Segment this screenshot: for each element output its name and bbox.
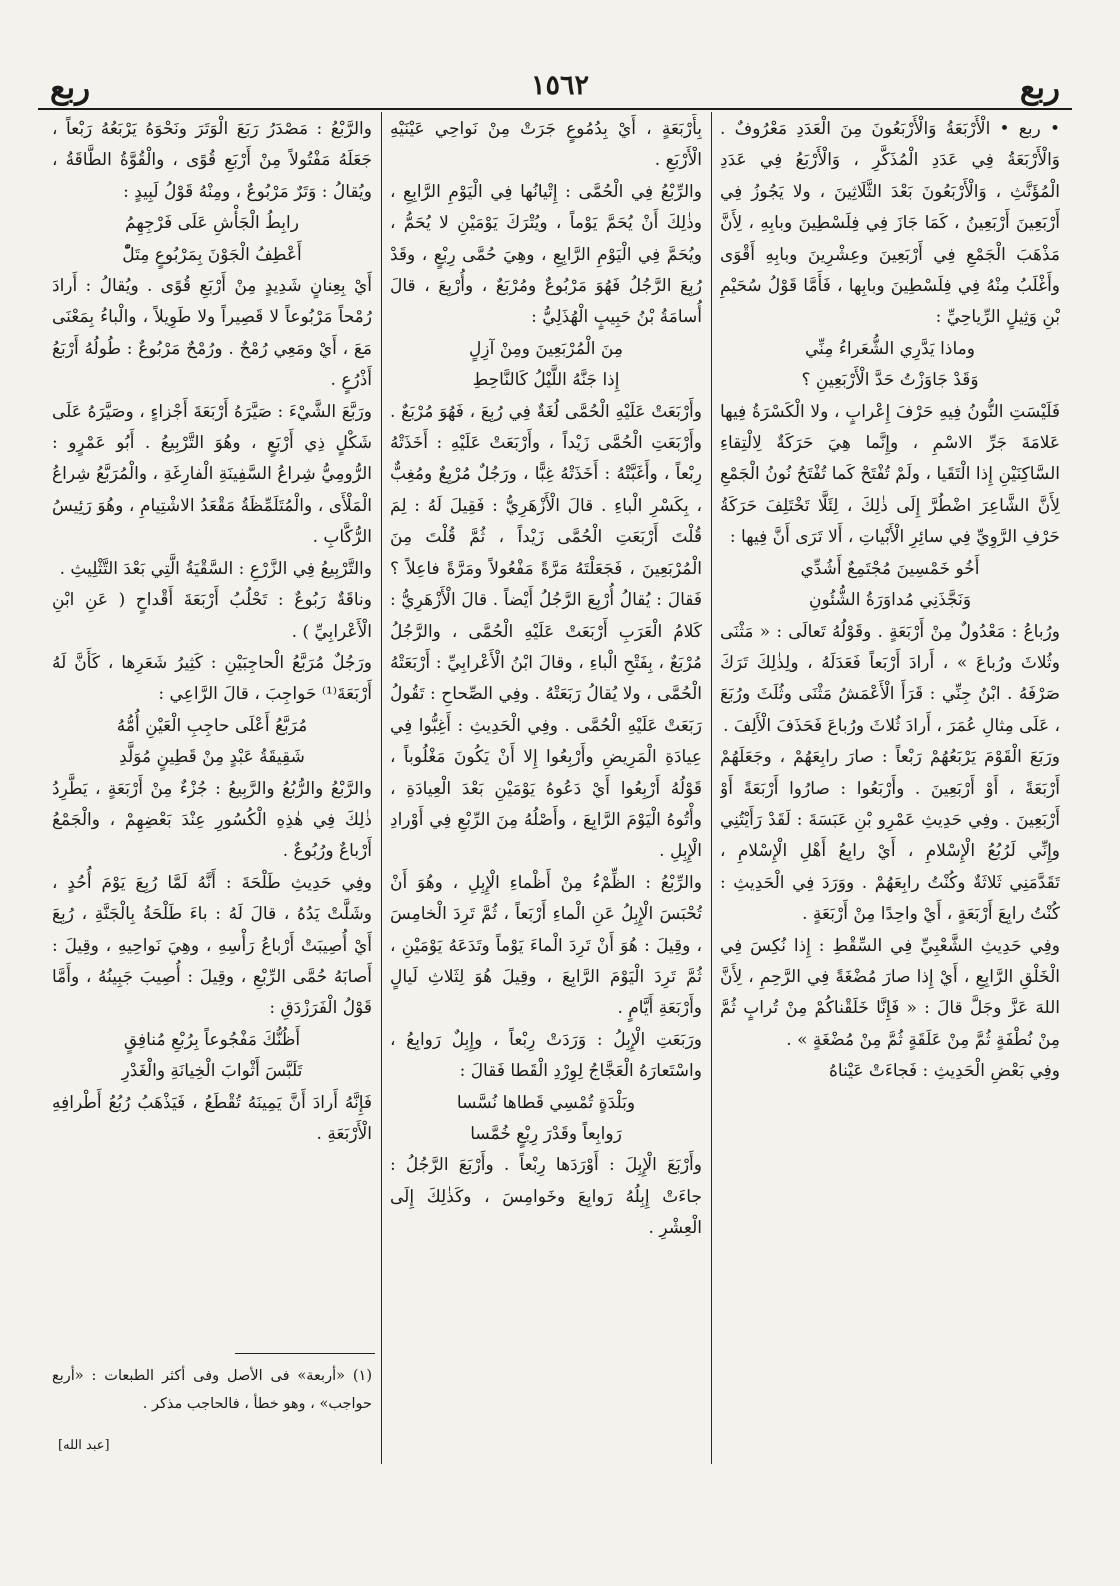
verse-line: أَخُو خَمْسِينَ مُجْتَمِعٌ أَشُدِّي [800,558,980,579]
verse-line: وبَلْدَةٍ تُمْسِي قَطاها نُسَّسا [456,1092,636,1113]
column-divider [381,112,382,1464]
verse-line: تَلَبَّسَ أَثْوابَ الْخِيانَةِ والْغَدْرِ [121,1061,303,1082]
header-rule [38,108,1072,110]
column-left [52,114,372,1346]
entry-paragraph: والرِّبْعُ فِي الْحُمَّى : إِتْيانُها فِي الْيَوْمِ الرَّابِعِ ، وذٰلِكَ أَنْ يُحَمَّ يَوْماً ، ويُتْرَكَ يَوْمَيْنِ لا يُحَمُّ ، ويُحَمَّ فِي الْيَوْمِ الرَّابِعِ ، وهِيَ حُمَّى رِبْعٍ ، وقَدْ رُبِعَ الرَّجُلُ فَهُوَ مَرْبُوعٌ ومُرْبَعٌ ، وأُرْبِعَ ، قالَ أُسامَةُ بْنُ حَبِيبٍ الْهُذَلِيُّ : [390,181,702,328]
entry-paragraph: والرِّبْعُ : الظِّمْءُ مِنْ أَظْماءِ الْإِبِلِ ، وهُوَ أَنْ تُحْبَسَ الْإِبِلُ عَنِ الْماءِ أَرْبَعاً ، ثُمَّ تَرِدَ الْخامِسَ ، وقِيلَ : هُوَ أَنْ تَرِدَ الْماءَ يَوْماً وتَدَعَهُ يَوْمَيْنِ ، ثُمَّ تَرِدَ الْيَوْمَ الرَّابِعَ ، وقِيلَ هُوَ لِثَلاثِ لَيالٍ وأَرْبَعَةِ أَيَّامٍ . [390,872,702,1019]
verse-line: وماذا يَدَّرِي الشُّعَراءُ مِنِّي [805,338,975,359]
column-middle [390,114,702,1466]
verse-line: رَوابِعاً وقَدْرَ رِبْعٍ خُمَّسا [470,1124,622,1144]
column-right [720,114,1060,1466]
entry-paragraph: أَيْ بِعِنانٍ شَدِيدٍ مِنْ أَرْبَعِ قُوًى . ويُقالُ : أَرادَ رُمْحاً مَرْبُوعاً لا قَصِيراً ولا طَوِيلاً ، والْباءُ بِمَعْنَى مَعَ ، أَيْ ومَعِي رُمْحٌ . ورُمْحٌ مَرْبُوعٌ : طُولُهُ أَرْبَعُ أَذْرُعٍ . [52,276,372,391]
entry-paragraph: وفِي بَعْضِ الْحَدِيثِ : فَجاءَتْ عَيْناهُ [828,1061,1060,1082]
entry-paragraph: وأَرْبَعَتْ عَلَيْهِ الْحُمَّى لُغَةٌ فِي رُبِعَ ، فَهُوَ مُرْبَعٌ . وأَرْبَعَتِ الْحُمَّى زَيْداً ، وأَرْبَعَتْ عَلَيْهِ : أَخَذَتْهُ رِبْعاً ، وأَغَبَّتْهُ : أَخَذَتْهُ غِبًّا ، ورَجُلٌ مُرْبِعٌ ومُغِبٌّ ، بِكَسْرِ الْباءِ . قالَ الْأَزْهَرِيُّ : فَقِيلَ لَهُ : لِمَ قُلْتَ أَرْبَعَتِ الْحُمَّى زَيْداً ، ثُمَّ قُلْتَ مِنَ الْمُرْبَعِينَ ، فَجَعَلْتَهُ مَرَّةً مَفْعُولاً ومَرَّةً فاعِلاً ؟ فَقالَ : يُقالُ أُرْبِعَ الرَّجُلُ أَيْضاً . قالَ الْأَزْهَرِيُّ : كَلامُ الْعَرَبِ أَرْبَعَتْ عَلَيْهِ الْحُمَّى ، والرَّجُلُ مُرْبَعٌ ، بِفَتْحِ الْباءِ ، وقالَ ابْنُ الْأَعْرابِيِّ : أَرْبَعَتْهُ الْحُمَّى ، ولا يُقالُ رَبَعَتْهُ . وفِي الصِّحاحِ : تَقُولُ رَبَعَتْ عَلَيْهِ الْحُمَّى . وفِي الْحَدِيثِ : أَغِبُّوا فِي عِيادَةِ الْمَرِيضِ وأَرْبِعُوا إِلا أَنْ يَكُونَ مَغْلُوباً ، قَوْلُهُ أَرْبِعُوا أَيْ دَعُوهُ يَوْمَيْنِ بَعْدَ الْعِيادَةِ ، وأْتُوهُ الْيَوْمَ الرَّابِعَ ، وأَصْلُهُ مِنَ الرِّبْعِ فِي أَوْرادِ الْإِبِلِ . [390,401,702,862]
entry-paragraph: ورَبَعَتِ الْإِبِلُ : وَرَدَتْ رِبْعاً ، وإِبِلٌ رَوابِعُ ، واسْتَعارَهُ الْعَجَّاجُ لِوِرْدِ الْقَطا فَقالَ : [390,1029,702,1082]
verse-line: وَنَجَّذَنِي مُداوَرَةُ الشُّئُونِ [808,590,972,611]
entry-paragraph: ورَجُلٌ مُرَبَّعُ الْحاجِبَيْنِ : كَثِيرُ شَعَرِها ، كَأَنَّ لَهُ أَرْبَعَةَ⁽¹⁾ حَواجِبَ ، قالَ الرَّاعِي : [52,652,372,705]
entry-paragraph: ورَبَعَ الْقَوْمَ يَرْبَعُهُمْ رَبْعاً : صارَ رابِعَهُمْ ، وجَعَلَهُمْ أَرْبَعَةً ، أَوْ أَرْبَعِينَ . وأَرْبَعُوا : صارُوا أَرْبَعَةً أَوْ أَرْبَعِينَ . وفِي حَدِيثِ عَمْرِو بْنِ عَبَسَةَ : لَقَدْ رَأَيْتُنِي وإِنِّي لَرُبُعُ الْإِسْلامِ ، أَيْ رابِعُ أَهْلِ الْإِسْلامِ ، تَقَدَّمَنِي ثَلاثَةٌ وكُنْتُ رابِعَهُمْ . ووَرَدَ فِي الْحَدِيثِ : كُنْتُ رابِعَ أَرْبَعَةٍ ، أَيْ واحِدًا مِنْ أَرْبَعَةٍ . [720,747,1060,925]
entry-paragraph: وأَرْبَعَ الْإِبِلَ : أَوْرَدَها رِبْعاً . وأَرْبَعَ الرَّجُلُ : جاءَتْ إِبِلُهُ رَوابِعَ وخَوامِسَ ، وكَذٰلِكَ إِلَى الْعِشْرِ . [390,1155,702,1239]
verse-line: شَقِيقَةُ عَبْدٍ مِنْ قَطِينٍ مُوَلَّدِ [119,747,305,768]
entry-paragraph: فَلَيْسَتِ النُّونُ فِيهِ حَرْفَ إِعْرابٍ ، ولا الْكَسْرَةُ فِيها عَلامَةَ جَرِّ الاسْمِ ، وإِنَّما هِيَ حَرَكَةٌ لِالْتِقاءِ السَّاكِنَيْنِ إِذا الْتَقَيا ، ولَمْ تُفْتَحْ كَما تُفْتَحُ نُونُ الْجَمْعِ لِأَنَّ الشَّاعِرَ اضْطُرَّ إِلَى ذٰلِكَ ، لِئَلَّا تَخْتَلِفَ حَرَكَةُ حَرْفِ الرَّوِيِّ فِي سائِرِ الْأَبْياتِ ، أَلا تَرَى أَنَّ فِيها : [720,401,1060,548]
verse-line: رابِطُ الْجَأْشِ عَلَى فَرْجِهِمُ [125,213,299,234]
entry-paragraph: والرَّبْعُ : مَصْدَرُ رَبَعَ الْوَتَرَ ونَحْوَهُ يَرْبَعُهُ رَبْعاً ، جَعَلَهُ مَفْتُولاً مِنْ أَرْبَعِ قُوًى ، والْقُوَّةُ الطَّاقَةُ ، ويُقالُ : وَتَرٌ مَرْبُوعٌ ، ومِنْهُ قَوْلُ لَبِيدٍ : [52,119,372,202]
column-divider [711,112,712,1464]
entry-paragraph: والتَّرْبِيعُ فِي الزَّرْعِ : السَّقْيَةُ الَّتِي بَعْدَ التَّثْلِيثِ . [59,558,372,579]
footnote-rule [235,1353,375,1354]
verse-line: إِذا جَنَّهُ اللَّيْلُ كَالنَّاحِطِ [472,370,620,391]
verse-line: مِنَ الْمُرْبَعِينَ ومِنْ آزِلٍ [469,338,623,359]
entry-paragraph: • ربع • الْأَرْبَعَةُ وَالْأَرْبَعُونَ مِنَ الْعَدَدِ مَعْرُوفٌ . وَالْأَرْبَعَةُ فِي عَدَدِ الْمُذَكَّرِ ، وَالْأَرْبَعُ فِي عَدَدِ الْمُؤَنَّثِ ، وَالْأَرْبَعُونَ بَعْدَ الثَّلَاثِينَ ، ولا يَجُوزُ فِي أَرْبَعِينَ أَرْبَعِينُ ، كَمَا جَازَ فِي فِلَسْطِينَ وبابِهِ ، لِأَنَّ مَذْهَبَ الْجَمْعِ فِي أَرْبَعِينَ وعِشْرِينَ وبابِهِ أَقْوَى وأَغْلَبُ مِنْهُ فِي فِلَسْطِينَ وبابِها ، فَأَمَّا قَوْلُ سُحَيْمِ بْنِ وَثِيلٍ الرِّياحِيِّ : [720,119,1060,328]
entry-paragraph: ورَبَّعَ الشَّيْءَ : صَيَّرَهُ أَرْبَعَةَ أَجْزاءٍ ، وصَيَّرَهُ عَلَى شَكْلٍ ذِي أَرْبَعٍ ، وهُوَ التَّرْبِيعُ . أَبُو عَمْرٍو : الرُّومِيُّ شِراعُ السَّفِينَةِ الْفارِغَةِ ، والْمُرَبَّعُ شِراعُ الْمَلْأَى ، والْمُتَلَمِّظَةُ مَقْعَدُ الاشْتِيامِ ، وهُوَ رَئِيسُ الرُّكَّابِ . [52,401,372,548]
editor-signature: [عبد الله] [58,1438,110,1453]
entry-paragraph: فَإِنَّهُ أَرادَ أَنَّ يَمِينَهُ تُقْطَعُ ، فَيَذْهَبُ رُبُعُ أَطْرافِهِ الْأَرْبَعَةِ . [52,1092,372,1144]
page-number: ١٥٦٢ [530,70,589,101]
running-head-right: ربع [1019,70,1060,106]
verse-line: مُرَبَّعُ أَعْلَى حاجِبِ الْعَيْنِ أُمُّهُ [116,715,308,736]
running-head-left: ربع [50,70,91,106]
footnote [52,1362,372,1418]
verse-line: أَعْطِفُ الْجَوْنَ بِمَرْبُوعٍ مِتَلّْ [122,244,302,265]
entry-paragraph: بِأَرْبَعَةٍ ، أَيْ بِدُمُوعٍ جَرَتْ مِنْ نَواحِي عَيْنَيْهِ الْأَرْبَعِ . [390,119,702,171]
entry-paragraph: وفِي حَدِيثِ الشَّعْبِيِّ فِي السِّقْطِ : إِذا نُكِسَ فِي الْخَلْقِ الرَّابِعِ ، أَيْ إِذا صارَ مُضْغَةً فِي الرَّحِمِ ، لِأَنَّ اللهَ عَزَّ وجَلَّ قالَ : « فَإِنَّا خَلَقْناكُمْ مِنْ تُرابٍ ثُمَّ مِنْ نُطْفَةٍ ثُمَّ مِنْ عَلَقَةٍ ثُمَّ مِنْ مُضْغَةٍ » . [720,935,1060,1050]
entry-paragraph: والرَّبْعُ والرُّبُعُ والرَّبِيعُ : جُزْءٌ مِنْ أَرْبَعَةٍ ، يَطَّرِدُ ذٰلِكَ فِي هٰذِهِ الْكُسُورِ عِنْدَ بَعْضِهِمْ ، والْجَمْعُ أَرْباعٌ ورُبُوعٌ . [52,778,372,862]
verse-line: وَقَدْ جَاوَزْتُ حَدَّ الْأَرْبَعِينِ ؟ [801,370,979,391]
entry-paragraph: وناقَةٌ رَبُوعٌ : تَحْلُبُ أَرْبَعَةَ أَقْداحٍ ( عَنِ ابْنِ الْأَعْرابِيِّ ) . [52,590,372,642]
verse-line: أَظُنُّكَ مَفْجُوعاً بِرُبْعِ مُنافِقٍ [123,1029,301,1050]
footnote-text: (١) «أربعة» فى الأصل وفى أكثر الطبعات : «أربع حواجب» ، وهو خطأ ، فالحاجب مذكر . [52,1368,372,1412]
entry-paragraph: وفِي حَدِيثِ طَلْحَةَ : أَنَّهُ لَمَّا رُبِعَ يَوْمَ أُحُدٍ ، وشَلَّتْ يَدُهُ ، قالَ لَهُ : باءَ طَلْحَةُ بِالْجَنَّةِ ، رُبِعَ أَيْ أُصِيبَتْ أَرْباعُ رَأْسِهِ ، وهِيَ نَواحِيهِ ، وقِيلَ : أَصابَهُ حُمَّى الرِّبْعِ ، وقِيلَ : أُصِيبَ جَبِينُهُ ، وأَمَّا قَوْلُ الْفَرَزْدَقِ : [52,872,372,1019]
entry-paragraph: ورُباعُ : مَعْدُولٌ مِنْ أَرْبَعَةٍ . وقَوْلُهُ تَعالَى : « مَثْنَى وثُلاثَ ورُباعَ » ، أَرادَ أَرْبَعاً فَعَدَلَهُ ، ولِذٰلِكَ تَرَكَ صَرْفَهُ . ابْنُ جِنِّي : قَرَأَ الْأَعْمَشُ مَثْنَى وثُلَثَ ورُبَعَ ، عَلَى مِثالِ عُمَرَ ، أَرادَ ثُلاثَ ورُباعَ فَحَذَفَ الْأَلِفَ . [720,621,1060,736]
